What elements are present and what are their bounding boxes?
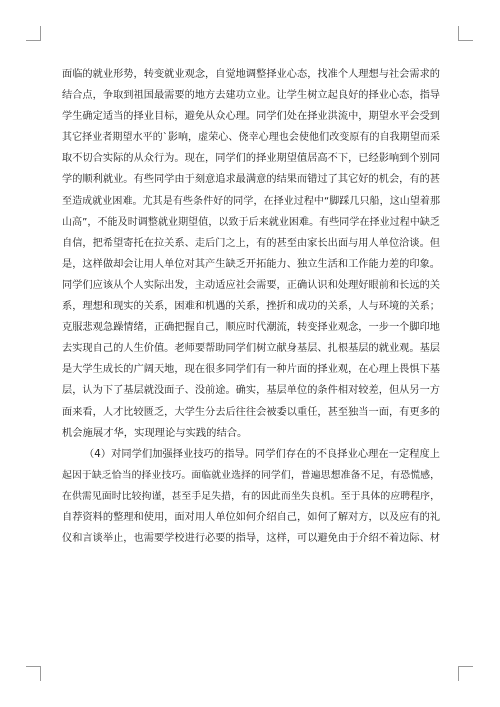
text-line: 是，这样做却会让用人单位对其产生缺乏开拓能力、独立生活和工作能力差的印象。 [62, 258, 440, 270]
text-line: 去实现自己的人生价值。老师要帮助同学们树立献身基层、扎根基层的就业观。基层 [62, 343, 440, 355]
crop-mark-bottom-left [26, 666, 41, 681]
text-line: 至造成就业困难。尤其是有些条件好的同学，在择业过程中“脚踩几只船，这山望着那 [62, 195, 440, 207]
body-text [62, 64, 440, 549]
text-line: 结合点，争取到祖国最需要的地方去建功立业。让学生树立起良好的择业心态，指导 [62, 90, 440, 102]
crop-mark-top-right [458, 26, 473, 41]
text-line: 克服悲观急躁情绪，正确把握自己，顺应时代潮流，转变择业观念，一步一个脚印地 [62, 322, 440, 334]
text-line: 系，理想和现实的关系，困难和机遇的关系，挫折和成功的关系，人与环境的关系； [62, 301, 440, 313]
text-line: 山高”，不能及时调整就业期望值，以致于后来就业困难。有些同学在择业过程中缺乏 [62, 216, 440, 228]
text-line-heading-4: （4）对同学们加强择业技巧的指导。同学们存在的不良择业心理在一定程度上 [84, 448, 440, 460]
text-line: 其它择业者期望水平的`影响，虚荣心、侥幸心理也会使他们改变原有的自我期望而采 [62, 132, 440, 144]
text-line: 层，认为下了基层就没面子、没前途。确实，基层单位的条件相对较差，但从另一方 [62, 385, 440, 397]
text-line: 在供需见面时比较拘谨，甚至手足失措，有的因此而坐失良机。至于具体的应聘程序， [62, 490, 440, 502]
text-line: 同学们应该从个人实际出发，主动适应社会需要，正确认识和处理好眼前和长远的关 [62, 279, 440, 291]
text-line: 学生确定适当的择业目标，避免从众心理。同学们处在择业洪流中，期望水平会受到 [62, 111, 440, 123]
text-line: 机会施展才华，实现理论与实践的结合。 [62, 426, 248, 439]
crop-mark-bottom-right [458, 666, 473, 681]
text-line: 取不切合实际的从众行为。现在，同学们的择业期望值居高不下，已经影响到个别同 [62, 153, 440, 165]
text-line: 是大学生成长的广阔天地，现在很多同学们有一种片面的择业观，在心理上畏惧下基 [62, 364, 440, 376]
text-line: 起因于缺乏恰当的择业技巧。面临就业选择的同学们，普遍思想准备不足，有恐慌感， [62, 469, 440, 481]
text-line: 自荐资料的整理和使用，面对用人单位如何介绍自己，如何了解对方，以及应有的礼 [62, 511, 440, 523]
text-line: 学的顺利就业。有些同学由于刻意追求最满意的结果而错过了其它好的机会，有的甚 [62, 174, 440, 186]
text-line: 面来看，人才比较匮乏，大学生分去后往往会被委以重任，甚至独当一面，有更多的 [62, 406, 440, 418]
text-line: 仪和言谈举止，也需要学校进行必要的指导，这样，可以避免由于介绍不着边际、材 [62, 533, 440, 545]
text-line: 面临的就业形势，转变就业观念，自觉地调整择业心态，找准个人理想与社会需求的 [62, 69, 440, 80]
text-line: 自信，把希望寄托在拉关系、走后门之上，有的甚至由家长出面与用人单位洽谈。但 [62, 237, 440, 249]
crop-mark-top-left [26, 26, 41, 41]
